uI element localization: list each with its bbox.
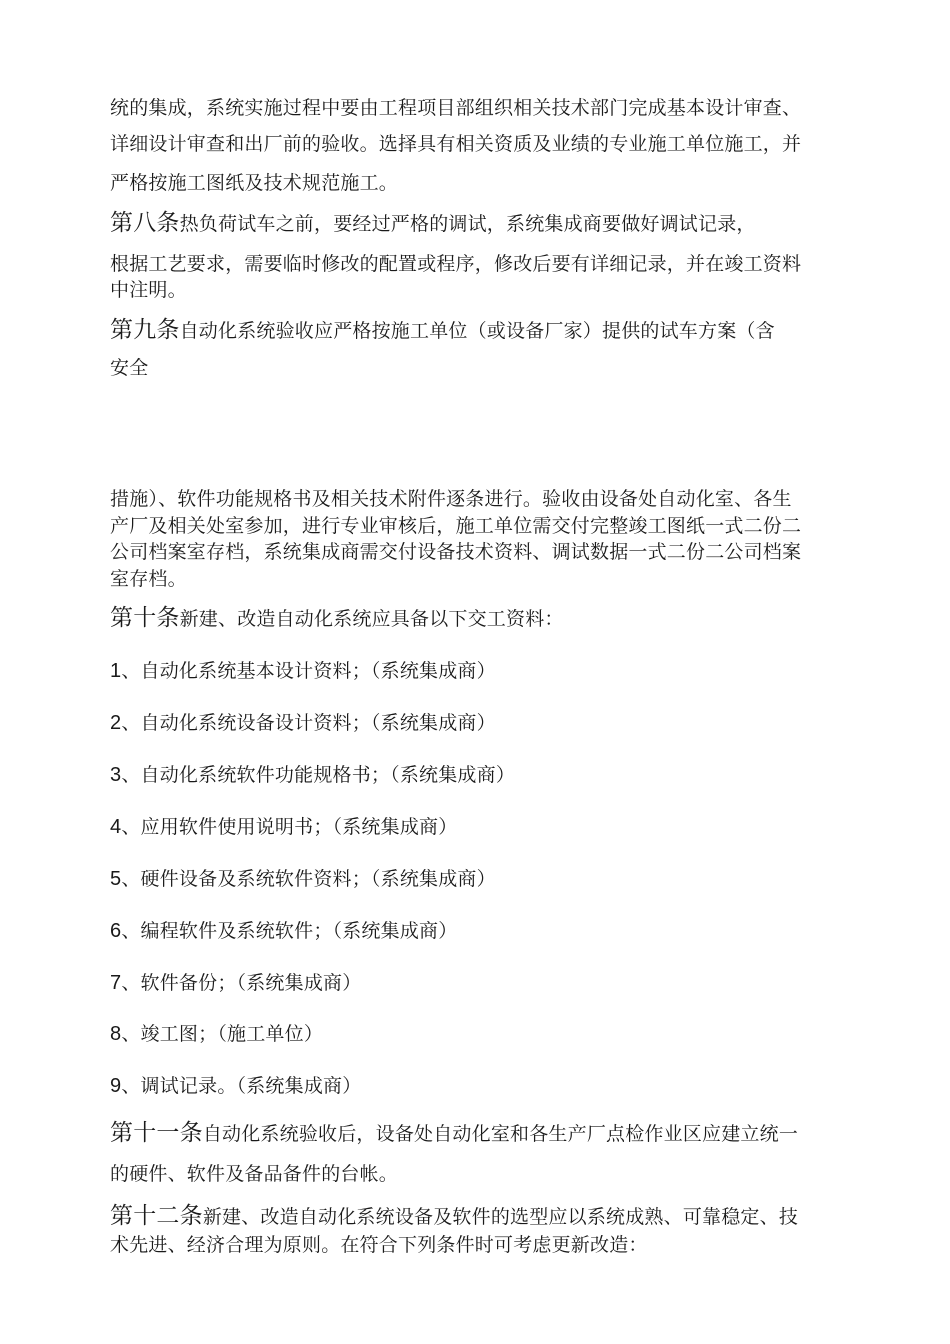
list-item-number: 5 <box>110 868 122 890</box>
list-item-text: 、调试记录。（系统集成商） <box>121 1075 362 1097</box>
intro-line-1: 统的集成，系统实施过程中要由工程项目部组织相关技术部门完成基本设计审查、 <box>110 97 802 119</box>
list-item-number: 1 <box>110 660 122 682</box>
list-item-text: 、自动化系统基本设计资料；（系统集成商） <box>121 660 496 682</box>
article-12-line-1 <box>110 1203 850 1230</box>
list-item <box>110 918 850 944</box>
list-item <box>110 658 850 684</box>
article-8-label: 第八条 <box>110 210 180 236</box>
article-10-label: 第十条 <box>110 605 180 631</box>
list-item-text: 、竣工图；（施工单位） <box>121 1023 324 1045</box>
list-item-text: 、软件备份；（系统集成商） <box>121 972 362 994</box>
article-11-line-2: 的硬件、软件及备品备件的台帐。 <box>110 1163 399 1185</box>
article-8-line-3: 中注明。 <box>110 279 187 301</box>
list-item-text: 、自动化系统设备设计资料；（系统集成商） <box>121 712 496 734</box>
article-8-text: 热负荷试车之前，要经过严格的调试，系统集成商要做好调试记录， <box>179 213 756 235</box>
list-item <box>110 970 850 996</box>
list-item-text: 、硬件设备及系统软件资料；（系统集成商） <box>121 868 496 890</box>
list-item <box>110 814 850 840</box>
article-10-text: 新建、改造自动化系统应具备以下交工资料： <box>179 608 564 630</box>
list-item-number: 8 <box>110 1023 122 1045</box>
list-item-number: 9 <box>110 1075 122 1097</box>
article-9-text: 自动化系统验收应严格按施工单位（或设备厂家）提供的试车方案（含 <box>179 320 775 342</box>
list-item-number: 6 <box>110 920 122 942</box>
list-item <box>110 710 850 736</box>
article-10-line-1 <box>110 605 850 632</box>
list-item-number: 4 <box>110 816 122 838</box>
list-item-text: 、应用软件使用说明书；（系统集成商） <box>121 816 458 838</box>
list-item-text: 、编程软件及系统软件；（系统集成商） <box>121 920 458 942</box>
article-9-line-6: 室存档。 <box>110 568 187 590</box>
article-12-label: 第十二条 <box>110 1203 203 1229</box>
article-8-line-1 <box>110 210 850 237</box>
article-12-line-2: 术先进、经济合理为原则。在符合下列条件时可考虑更新改造： <box>110 1234 648 1256</box>
article-9-line-5: 公司档案室存档，系统集成商需交付设备技术资料、调试数据一式二份二公司档案 <box>110 541 802 563</box>
list-item <box>110 1021 850 1047</box>
intro-line-3: 严格按施工图纸及技术规范施工。 <box>110 172 399 194</box>
article-9-line-4: 产厂及相关处室参加，进行专业审核后，施工单位需交付完整竣工图纸一式二份二 <box>110 515 802 537</box>
article-9-label: 第九条 <box>110 317 180 343</box>
list-item-number: 3 <box>110 764 122 786</box>
article-9-line-2: 安全 <box>110 357 149 379</box>
list-item <box>110 1073 850 1099</box>
list-item <box>110 762 850 788</box>
article-9-line-3: 措施）、软件功能规格书及相关技术附件逐条进行。验收由设备处自动化室、各生 <box>110 488 792 510</box>
article-8-line-2: 根据工艺要求，需要临时修改的配置或程序，修改后要有详细记录，并在竣工资料 <box>110 253 802 275</box>
list-item-number: 7 <box>110 972 122 994</box>
list-item <box>110 866 850 892</box>
article-11-label: 第十一条 <box>110 1120 203 1146</box>
article-12-text: 新建、改造自动化系统设备及软件的选型应以系统成熟、可靠稳定、技 <box>202 1206 799 1228</box>
list-item-text: 、自动化系统软件功能规格书；（系统集成商） <box>121 764 516 786</box>
intro-line-2: 详细设计审查和出厂前的验收。选择具有相关资质及业绩的专业施工单位施工，并 <box>110 133 802 155</box>
list-item-number: 2 <box>110 712 122 734</box>
article-11-text: 自动化系统验收后，设备处自动化室和各生产厂点检作业区应建立统一 <box>202 1123 799 1145</box>
article-11-line-1 <box>110 1120 850 1147</box>
article-9-line-1 <box>110 317 850 344</box>
